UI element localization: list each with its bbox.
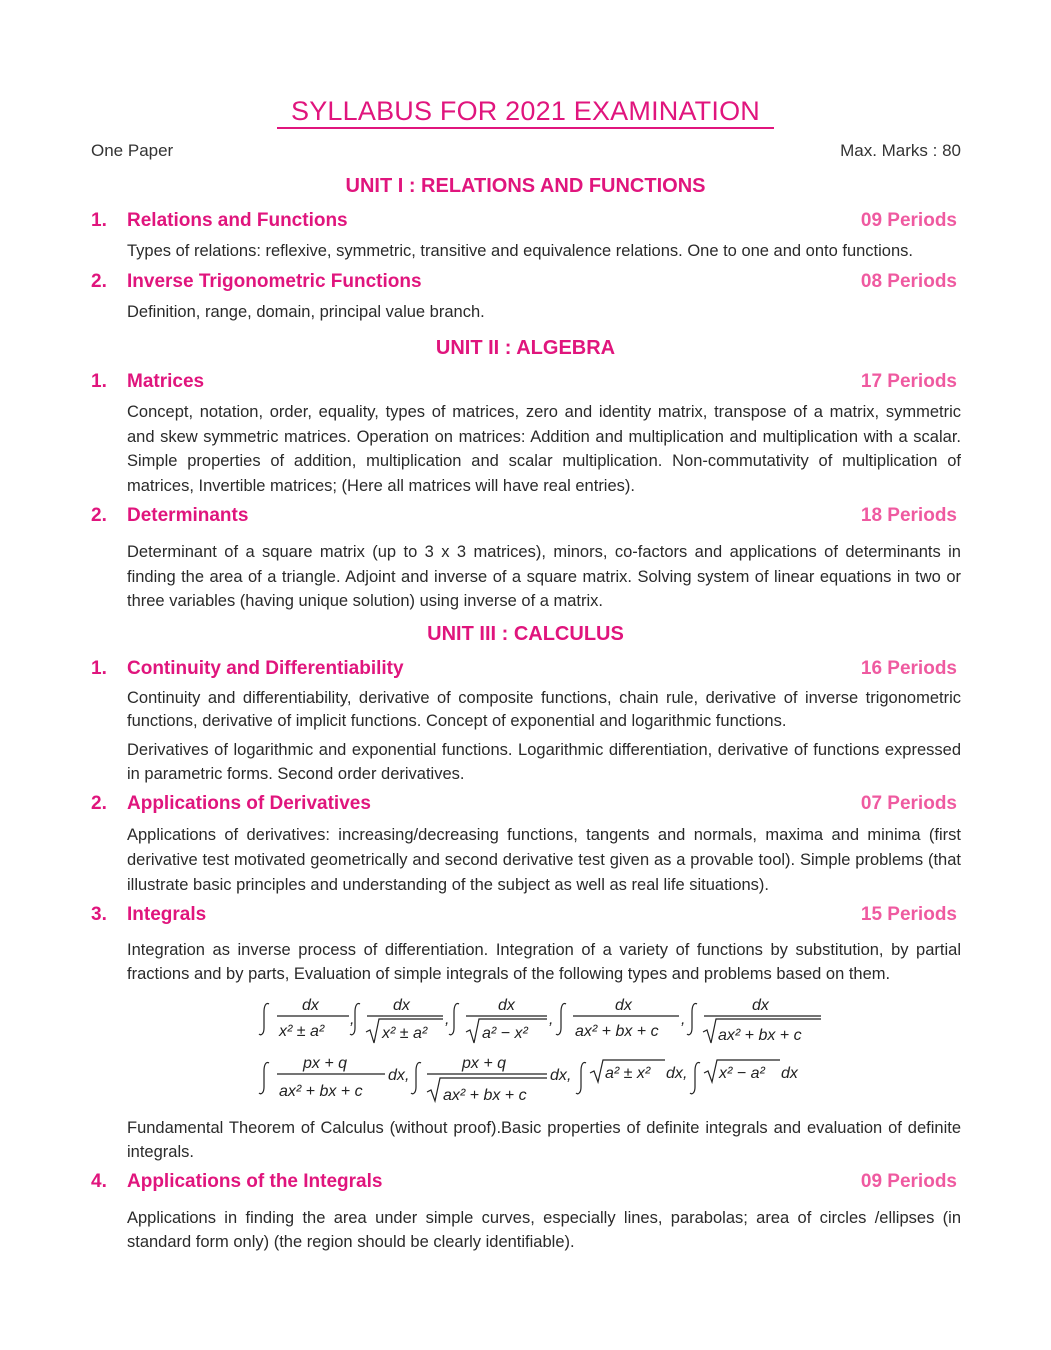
svg-text:,: ,	[567, 1067, 572, 1084]
svg-text:,: ,	[549, 1011, 554, 1028]
topic-description: Applications in finding the area under simple curves, especially lines, parabolas; area of circles /ellipses (in standard form only) (the region should be clearly identifiable).	[127, 1209, 961, 1251]
topic-description: Applications of derivatives: increasing/decreasing functions, tangents and normals, maxima and minima (first derivative test motivated geometrically and second derivative test given as a provable tool). Simple problems (that illustrate basic principles and understanding of the subject as well as real life situations).	[127, 826, 961, 894]
integral-sign-6	[259, 1062, 269, 1093]
topic-description: Concept, notation, order, equality, types of matrices, zero and identity matrix, transpose of a matrix, symmetric and skew symmetric matrices. Operation on matrices: Addition and multiplication and multiplication with a scalar. Simple properties of addition, multiplication and scalar multiplication. Non-commutativity of multiplication of matrices, Invertible matrices; (Here all matrices will have real entries).	[127, 403, 961, 495]
integral-sign-1	[259, 1003, 269, 1034]
integral-formulas	[255, 988, 830, 1113]
formula-denominator: x² ± a²	[382, 1025, 428, 1042]
paper-label: One Paper	[91, 141, 174, 160]
svg-text:,: ,	[405, 1067, 410, 1084]
formula-numerator: dx	[302, 997, 319, 1014]
formula-denominator: ax² + bx + c	[279, 1083, 363, 1100]
topic-description: Derivatives of logarithmic and exponential functions. Logarithmic differentiation, derivative of functions expressed in parametric forms. Second order derivatives.	[127, 741, 961, 783]
formula-numerator: dx	[498, 997, 515, 1014]
unit-heading: UNIT III : CALCULUS	[427, 623, 624, 645]
page-title: SYLLABUS FOR 2021 EXAMINATION	[0, 96, 1051, 127]
formula-numerator: px + q	[303, 1055, 348, 1072]
formula-denominator: ax² + bx + c	[443, 1087, 527, 1104]
topic-periods: 07 Periods	[860, 793, 957, 814]
formula-denominator: ax² + bx + c	[575, 1023, 659, 1040]
topic-periods: 09 Periods	[860, 1171, 957, 1192]
formula-denominator: x² ± a²	[279, 1023, 325, 1040]
integral-sign-5	[687, 1003, 697, 1034]
topic-description: Definition, range, domain, principal value branch.	[127, 303, 485, 321]
syllabus-page: SYLLABUS FOR 2021 EXAMINATION One Paper Max. Marks : 80 UNIT I : RELATIONS AND FUNCTIONS 1. Relations and Functions 09 Periods Types of relations: reflexive, symmetric, transitive and equivalence relations. One to one and onto functions. 2. Inverse Trigonometric Functions 08 Periods Definition, range, domain, principal value branch. UNIT II : ALGEBRA 1. Matrices 17 Periods Concept, notation, order, equality, types of matrices, zero and identity matrix, transpose of a matrix, symmetric and skew symmetric matrices. Operation on matrices: Addition and multiplication and multiplication with a scalar. Simple properties of addition, multiplication and scalar multiplication. Non-commutativity of multiplication of matrices, Invertible matrices; (Here all matrices will have real entries). 2. Determinants 18 Periods Determinant of a square matrix (up to 3 x 3 matrices), minors, co-factors and applications of determinants in finding the area of a triangle. Adjoint and inverse of a square matrix. Solving system of linear equations in two or three variables (having unique solution) using inverse of a matrix. UNIT III : CALCULUS 1. Continuity and Differentiability 16 Periods Continuity and differentiability, derivative of composite functions, chain rule, derivative of inverse trigonometric functions, derivative of implicit functions. Concept of exponential and logarithmic functions. Derivatives of logarithmic and exponential functions. Logarithmic differentiation, derivative of functions expressed in parametric forms. Second order derivatives. 2. Applications of Derivatives 07 Periods Applications of derivatives: increasing/decreasing functions, tangents and normals, maxima and minima (first derivative test motivated geometrically and second derivative test given as a provable tool). Simple problems (that illustrate basic principles and understanding of the subject as well as real life situations). 3. Integrals 15 Periods Integration as inverse process of differentiation. Integration of a variety of functions by substitution, by partial fractions and by parts, Evaluation of simple integrals of the following types and problems based on them. dx dx dx dx dx x² ± a² x² ± a² a² − x² ax² + bx + c ax² + bx + c , , , , px + q ax² + bx + c dx , px + q ax² + bx + c dx , a² ± x² dx , x² − a² dx Fundamental Theorem of Calculus (without proof).Basic properties of definite integrals and evaluation of definite integrals. 4. Applications of the Integrals 09 Periods Applications in finding the area under simple curves, especially lines, parabolas; area of circles /ellipses (in standard form only) (the region should be clearly identifiable).	[0, 0, 1051, 1350]
formula-denominator: a² − x²	[482, 1025, 528, 1042]
integral-sign-7	[411, 1062, 421, 1093]
formula-numerator: px + q	[462, 1055, 507, 1072]
topic-description: Determinant of a square matrix (up to 3 x 3 matrices), minors, co-factors and applications of determinants in finding the area of a triangle. Adjoint and inverse of a square matrix. Solving system of linear equations in two or three variables (having unique solution) using inverse of a matrix.	[127, 543, 961, 610]
integral-sign-8	[576, 1062, 586, 1093]
integral-sign-4	[556, 1003, 566, 1034]
formula-radicand: x² − a²	[719, 1065, 765, 1082]
formula-radicand: a² ± x²	[605, 1065, 651, 1082]
svg-text:,: ,	[683, 1065, 688, 1082]
formula-dx: dx	[781, 1065, 798, 1082]
integral-formulas-svg	[255, 988, 830, 1113]
svg-text:,: ,	[350, 1011, 355, 1028]
topic-description: Types of relations: reflexive, symmetric, transitive and equivalence relations. One to one and onto functions.	[127, 242, 913, 260]
unit-heading: UNIT I : RELATIONS AND FUNCTIONS	[345, 175, 706, 197]
formula-numerator: dx	[393, 997, 410, 1014]
integral-sign-9	[690, 1062, 700, 1093]
formula-denominator: ax² + bx + c	[718, 1027, 802, 1044]
formula-dx: dx	[550, 1067, 567, 1084]
integral-sign-3	[449, 1003, 459, 1034]
topic-periods: 18 Periods	[860, 505, 957, 526]
topic-periods: 09 Periods	[860, 210, 957, 231]
topic-description: Integration as inverse process of differentiation. Integration of a variety of functions by substitution, by partial fractions and by parts, Evaluation of simple integrals of the following types and problems based on them.	[127, 941, 961, 983]
topic-description: Continuity and differentiability, derivative of composite functions, chain rule, derivative of inverse trigonometric functions, derivative of implicit functions. Concept of exponential and logarithmic functions.	[127, 689, 961, 730]
unit-heading: UNIT II : ALGEBRA	[435, 337, 616, 359]
topic-periods: 17 Periods	[860, 371, 957, 392]
max-marks: Max. Marks : 80	[840, 141, 961, 160]
formula-numerator: dx	[752, 997, 769, 1014]
formula-dx: dx	[388, 1067, 405, 1084]
formula-dx: dx	[666, 1065, 683, 1082]
topic-periods: 16 Periods	[860, 658, 957, 679]
svg-text:,: ,	[445, 1011, 450, 1028]
topic-periods: 15 Periods	[860, 904, 957, 925]
svg-text:,: ,	[681, 1011, 686, 1028]
formula-numerator: dx	[615, 997, 632, 1014]
topic-description: Fundamental Theorem of Calculus (without proof).Basic properties of definite integrals and evaluation of definite integrals.	[127, 1119, 961, 1161]
topic-periods: 08 Periods	[860, 271, 957, 292]
